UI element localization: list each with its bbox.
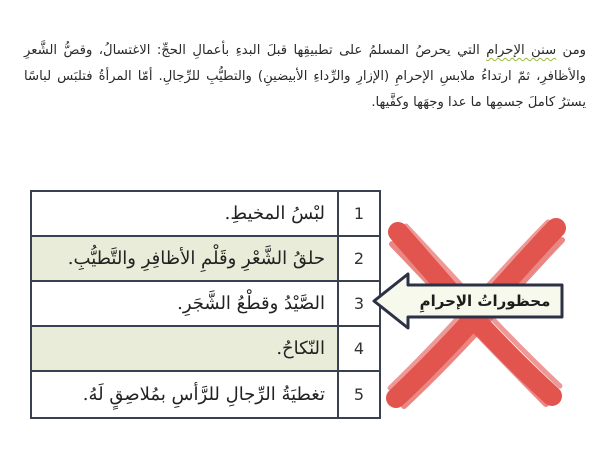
table-row (32, 192, 379, 237)
row-text: الصَّيْدُ وقطْعُ الشَّجَرِ. (177, 293, 325, 314)
row-text: لبْسُ المخيطِ. (224, 203, 325, 224)
row-text: حلقُ الشَّعْرِ وقَلْمِ الأظافِرِ والتَّطيُّبِ. (67, 248, 325, 269)
row-number: 5 (337, 372, 379, 417)
prohibitions-table (30, 190, 381, 419)
row-number: 2 (337, 237, 379, 280)
intro-lead: ومن (556, 43, 587, 58)
prohibitions-label: محظوراتُ الإحرامِ (419, 292, 551, 310)
intro-underlined-phrase: سنن الإحرام (486, 43, 557, 58)
table-row (32, 372, 379, 417)
table-row (32, 237, 379, 282)
table-row (32, 327, 379, 372)
row-number: 1 (337, 192, 379, 235)
table-row (32, 282, 379, 327)
row-text: تغطيَةُ الرِّجالِ للرَّأسِ بمُلاصِقٍ لَهُ. (82, 384, 325, 405)
row-number: 3 (337, 282, 379, 325)
row-number: 4 (337, 327, 379, 370)
row-text: النّكاحُ. (276, 338, 325, 359)
intro-rest: التي يحرصُ المسلمُ على تطبيقِها قبلَ البدءِ بأعمالِ الحجِّ: الاغتسالُ، وقصُّ الشَّعرِ والأظافرِ، ثمّ ارتداءُ ملابسِ الإحرامِ (الإزارِ والرِّداءِ الأبيضينِ) والتطيُّبِ للرِّجالِ. أمّا المرأةُ فتلبَس لباسًا يسترُ كاملَ جسمِها ما عدا وجهَها وكفَّيها. (24, 43, 586, 110)
intro-paragraph (24, 38, 586, 116)
